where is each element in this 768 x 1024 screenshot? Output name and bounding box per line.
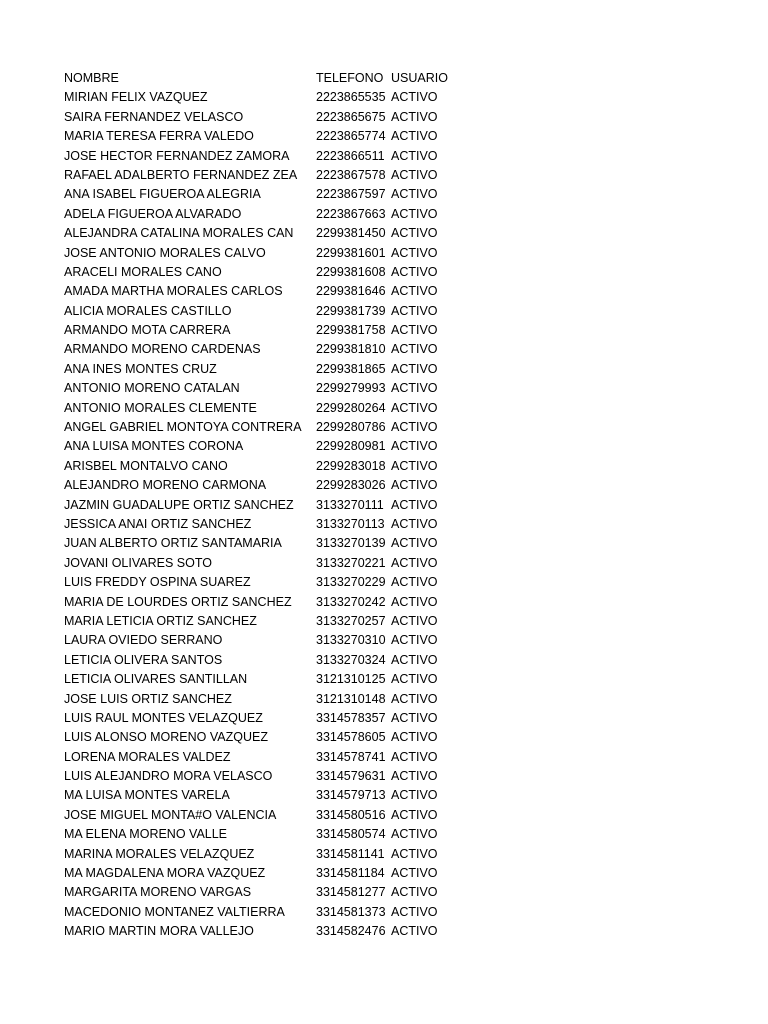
phone-cell: 3133270139 (316, 536, 386, 551)
status-cell: ACTIVO (391, 516, 438, 531)
name-cell: LUIS FREDDY OSPINA SUAREZ (64, 575, 251, 590)
status-cell: ACTIVO (391, 167, 438, 182)
table-row (64, 651, 464, 670)
status-cell: ACTIVO (391, 672, 438, 687)
name-cell: ARMANDO MORENO CARDENAS (64, 342, 261, 357)
phone-cell: 3314578605 (316, 730, 386, 745)
phone-cell: 2223865675 (316, 109, 386, 124)
phone-cell: 2299280786 (316, 420, 386, 435)
table-row (64, 457, 464, 476)
phone-cell: 2299280264 (316, 400, 386, 415)
status-cell: ACTIVO (391, 478, 438, 493)
name-cell: SAIRA FERNANDEZ VELASCO (64, 109, 244, 124)
phone-cell: 2223867663 (316, 206, 386, 221)
status-cell: ACTIVO (391, 885, 438, 900)
table-row (64, 534, 464, 553)
table-row (64, 166, 464, 185)
status-cell: ACTIVO (391, 807, 438, 822)
name-cell: JOSE ANTONIO MORALES CALVO (64, 245, 266, 260)
table-row (64, 418, 464, 437)
name-cell: LUIS RAUL MONTES VELAZQUEZ (64, 710, 263, 725)
status-cell: ACTIVO (391, 575, 438, 590)
name-cell: MIRIAN FELIX VAZQUEZ (64, 90, 208, 105)
status-cell: ACTIVO (391, 381, 438, 396)
name-cell: ANTONIO MORALES CLEMENTE (64, 400, 257, 415)
table-row (64, 244, 464, 263)
phone-cell: 3314582476 (316, 924, 386, 939)
user-list-table (64, 69, 464, 942)
status-cell: ACTIVO (391, 497, 438, 512)
phone-cell: 2299381450 (316, 226, 386, 241)
name-cell: MARINA MORALES VELAZQUEZ (64, 846, 255, 861)
name-cell: MACEDONIO MONTANEZ VALTIERRA (64, 904, 285, 919)
phone-cell: 2299381601 (316, 245, 386, 260)
status-cell: ACTIVO (391, 264, 438, 279)
table-row (64, 108, 464, 127)
phone-cell: 3314579713 (316, 788, 386, 803)
table-row (64, 709, 464, 728)
name-cell: ADELA FIGUEROA ALVARADO (64, 206, 242, 221)
phone-cell: 2223865535 (316, 90, 386, 105)
name-cell: LAURA OVIEDO SERRANO (64, 633, 223, 648)
name-cell: ALEJANDRO MORENO CARMONA (64, 478, 267, 493)
phone-cell: 3133270324 (316, 652, 386, 667)
status-cell: ACTIVO (391, 109, 438, 124)
phone-cell: 3314578741 (316, 749, 386, 764)
phone-cell: 2299280981 (316, 439, 386, 454)
table-row (64, 786, 464, 805)
name-cell: LORENA MORALES VALDEZ (64, 749, 231, 764)
name-cell: ALEJANDRA CATALINA MORALES CAN (64, 226, 294, 241)
table-row (64, 883, 464, 902)
phone-cell: 2223867578 (316, 167, 386, 182)
table-row (64, 263, 464, 282)
name-cell: MA LUISA MONTES VARELA (64, 788, 230, 803)
phone-cell: 2223867597 (316, 187, 386, 202)
phone-cell: 2299381758 (316, 323, 386, 338)
status-cell: ACTIVO (391, 206, 438, 221)
status-cell: ACTIVO (391, 129, 438, 144)
name-cell: JOSE HECTOR FERNANDEZ ZAMORA (64, 148, 290, 163)
phone-cell: 3133270111 (316, 497, 384, 512)
phone-cell: 3133270229 (316, 575, 386, 590)
header-phone: TELEFONO (316, 71, 384, 85)
name-cell: RAFAEL ADALBERTO FERNANDEZ ZEA (64, 167, 298, 182)
phone-cell: 3121310148 (316, 691, 386, 706)
name-cell: ARACELI MORALES CANO (64, 264, 222, 279)
name-cell: MARGARITA MORENO VARGAS (64, 885, 252, 900)
name-cell: ANA LUISA MONTES CORONA (64, 439, 244, 454)
phone-cell: 2299279993 (316, 381, 386, 396)
phone-cell: 3133270257 (316, 613, 386, 628)
status-cell: ACTIVO (391, 245, 438, 260)
table-row (64, 437, 464, 456)
status-cell: ACTIVO (391, 866, 438, 881)
name-cell: JAZMIN GUADALUPE ORTIZ SANCHEZ (64, 497, 294, 512)
name-cell: LUIS ALONSO MORENO VAZQUEZ (64, 730, 268, 745)
status-cell: ACTIVO (391, 439, 438, 454)
status-cell: ACTIVO (391, 710, 438, 725)
status-cell: ACTIVO (391, 536, 438, 551)
status-cell: ACTIVO (391, 613, 438, 628)
table-row (64, 690, 464, 709)
table-row (64, 806, 464, 825)
name-cell: JOSE LUIS ORTIZ SANCHEZ (64, 691, 232, 706)
table-row (64, 825, 464, 844)
table-row (64, 728, 464, 747)
name-cell: ANTONIO MORENO CATALAN (64, 381, 240, 396)
phone-cell: 2299381810 (316, 342, 386, 357)
phone-cell: 2299381608 (316, 264, 386, 279)
phone-cell: 3314580574 (316, 827, 386, 842)
name-cell: ARMANDO MOTA CARRERA (64, 323, 231, 338)
status-cell: ACTIVO (391, 652, 438, 667)
status-cell: ACTIVO (391, 749, 438, 764)
table-row (64, 748, 464, 767)
name-cell: JOVANI OLIVARES SOTO (64, 555, 212, 570)
header-name: NOMBRE (64, 71, 119, 85)
status-cell: ACTIVO (391, 633, 438, 648)
name-cell: LUIS ALEJANDRO MORA VELASCO (64, 769, 273, 784)
status-cell: ACTIVO (391, 284, 438, 299)
table-row (64, 612, 464, 631)
phone-cell: 3314581141 (316, 846, 385, 861)
phone-cell: 3133270221 (316, 555, 386, 570)
status-cell: ACTIVO (391, 904, 438, 919)
phone-cell: 3133270310 (316, 633, 386, 648)
phone-cell: 2299283026 (316, 478, 386, 493)
phone-cell: 3314581184 (316, 866, 385, 881)
name-cell: MARIA DE LOURDES ORTIZ SANCHEZ (64, 594, 292, 609)
status-cell: ACTIVO (391, 594, 438, 609)
phone-cell: 3133270113 (316, 516, 385, 531)
name-cell: MARIA LETICIA ORTIZ SANCHEZ (64, 613, 257, 628)
status-cell: ACTIVO (391, 924, 438, 939)
header-status: USUARIO (391, 71, 448, 85)
status-cell: ACTIVO (391, 187, 438, 202)
name-cell: ARISBEL MONTALVO CANO (64, 458, 228, 473)
table-row (64, 88, 464, 107)
status-cell: ACTIVO (391, 458, 438, 473)
table-row (64, 573, 464, 592)
name-cell: JESSICA ANAI ORTIZ SANCHEZ (64, 516, 252, 531)
status-cell: ACTIVO (391, 420, 438, 435)
table-row (64, 496, 464, 515)
table-row (64, 903, 464, 922)
table-row (64, 147, 464, 166)
status-cell: ACTIVO (391, 846, 438, 861)
status-cell: ACTIVO (391, 788, 438, 803)
status-cell: ACTIVO (391, 342, 438, 357)
table-row (64, 845, 464, 864)
status-cell: ACTIVO (391, 361, 438, 376)
name-cell: ANGEL GABRIEL MONTOYA CONTRERA (64, 420, 302, 435)
name-cell: MA ELENA MORENO VALLE (64, 827, 228, 842)
table-row (64, 399, 464, 418)
status-cell: ACTIVO (391, 148, 438, 163)
table-row (64, 340, 464, 359)
name-cell: ALICIA MORALES CASTILLO (64, 303, 232, 318)
table-row (64, 864, 464, 883)
name-cell: MARIA TERESA FERRA VALEDO (64, 129, 254, 144)
name-cell: JUAN ALBERTO ORTIZ SANTAMARIA (64, 536, 282, 551)
table-row (64, 670, 464, 689)
table-row (64, 554, 464, 573)
phone-cell: 3133270242 (316, 594, 386, 609)
phone-cell: 2299381646 (316, 284, 386, 299)
table-row (64, 767, 464, 786)
status-cell: ACTIVO (391, 691, 438, 706)
table-row (64, 127, 464, 146)
table-row (64, 224, 464, 243)
table-row (64, 476, 464, 495)
status-cell: ACTIVO (391, 769, 438, 784)
status-cell: ACTIVO (391, 555, 438, 570)
status-cell: ACTIVO (391, 226, 438, 241)
name-cell: JOSE MIGUEL MONTA#O VALENCIA (64, 807, 277, 822)
table-row (64, 922, 464, 941)
table-row (64, 593, 464, 612)
phone-cell: 2299381739 (316, 303, 386, 318)
status-cell: ACTIVO (391, 303, 438, 318)
table-body (64, 88, 464, 941)
status-cell: ACTIVO (391, 323, 438, 338)
table-row (64, 282, 464, 301)
table-row (64, 631, 464, 650)
table-row (64, 360, 464, 379)
phone-cell: 2299381865 (316, 361, 386, 376)
status-cell: ACTIVO (391, 90, 438, 105)
status-cell: ACTIVO (391, 827, 438, 842)
phone-cell: 3314578357 (316, 710, 386, 725)
phone-cell: 2223866511 (316, 148, 385, 163)
status-cell: ACTIVO (391, 400, 438, 415)
table-row (64, 379, 464, 398)
table-header-row (64, 69, 464, 88)
phone-cell: 3314579631 (316, 769, 386, 784)
name-cell: ANA INES MONTES CRUZ (64, 361, 217, 376)
name-cell: AMADA MARTHA MORALES CARLOS (64, 284, 283, 299)
name-cell: LETICIA OLIVARES SANTILLAN (64, 672, 248, 687)
phone-cell: 3314581277 (316, 885, 386, 900)
name-cell: ANA ISABEL FIGUEROA ALEGRIA (64, 187, 261, 202)
phone-cell: 3314580516 (316, 807, 386, 822)
phone-cell: 3121310125 (316, 672, 386, 687)
status-cell: ACTIVO (391, 730, 438, 745)
table-row (64, 185, 464, 204)
phone-cell: 2299283018 (316, 458, 386, 473)
table-row (64, 515, 464, 534)
table-row (64, 302, 464, 321)
name-cell: LETICIA OLIVERA SANTOS (64, 652, 223, 667)
name-cell: MA MAGDALENA MORA VAZQUEZ (64, 866, 266, 881)
phone-cell: 2223865774 (316, 129, 386, 144)
table-row (64, 321, 464, 340)
table-row (64, 205, 464, 224)
phone-cell: 3314581373 (316, 904, 386, 919)
name-cell: MARIO MARTIN MORA VALLEJO (64, 924, 254, 939)
